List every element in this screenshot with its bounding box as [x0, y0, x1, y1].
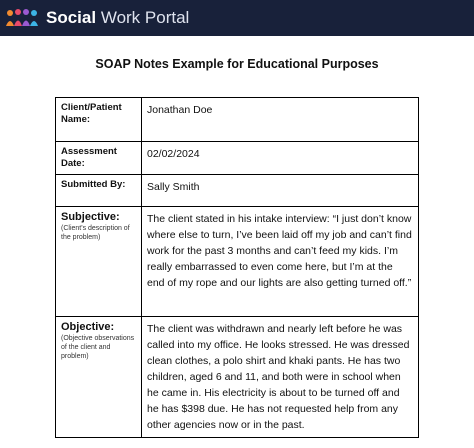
row-label-cell — [56, 142, 142, 175]
submitted-by-value: Sally Smith — [147, 181, 200, 193]
table-row — [56, 98, 419, 142]
soap-table — [55, 97, 419, 438]
row-label-cell — [56, 175, 142, 207]
brand-rest: Work Portal — [100, 8, 190, 27]
table-row — [56, 175, 419, 207]
row-label-cell — [56, 98, 142, 142]
objective-value: The client was withdrawn and nearly left before he was called into my office. He looks stressed. He was dressed clean clothes, a polo shirt and khaki pants. He has two children, aged 6 and 11, and both were in school when he came in. His electricity is about to be turned off and he has $398 due. He has not requested help from any other agencies now or in the past. — [147, 323, 410, 431]
table-row — [56, 207, 419, 317]
row-value-cell — [142, 142, 419, 175]
objective-label: Objective: — [61, 321, 115, 333]
client-name-value: Jonathan Doe — [147, 104, 213, 116]
row-label-cell — [56, 207, 142, 317]
assessment-date-label: Assessment Date: — [61, 146, 117, 169]
row-value-cell — [142, 98, 419, 142]
table-row — [56, 317, 419, 438]
subjective-label: Subjective: — [61, 211, 120, 223]
subjective-value: The client stated in his intake interview: “I just don’t know where else to turn, I’ve been laid off my job and can’t find work for the past 3 months and can’t feed my kids. I’m really embarrassed to even come here, but I’m at the end of my rope and our lights are also getting turned off.” — [147, 213, 412, 289]
top-bar — [0, 0, 474, 36]
submitted-by-label: Submitted By: — [61, 179, 126, 190]
objective-sublabel: (Objective observations of the client and problem) — [61, 335, 135, 360]
table-row — [56, 142, 419, 175]
brand-bold: Social — [46, 8, 97, 27]
row-value-cell — [142, 207, 419, 317]
client-name-label: Client/Patient Name: — [61, 102, 122, 125]
subjective-sublabel: (Client's description of the problem) — [61, 225, 130, 241]
brand-title[interactable] — [46, 7, 189, 29]
assessment-date-value: 02/02/2024 — [147, 148, 200, 160]
people-logo-icon — [6, 8, 40, 28]
row-label-cell — [56, 317, 142, 438]
row-value-cell — [142, 175, 419, 207]
document-title: SOAP Notes Example for Educational Purposes — [95, 57, 379, 71]
row-value-cell — [142, 317, 419, 438]
